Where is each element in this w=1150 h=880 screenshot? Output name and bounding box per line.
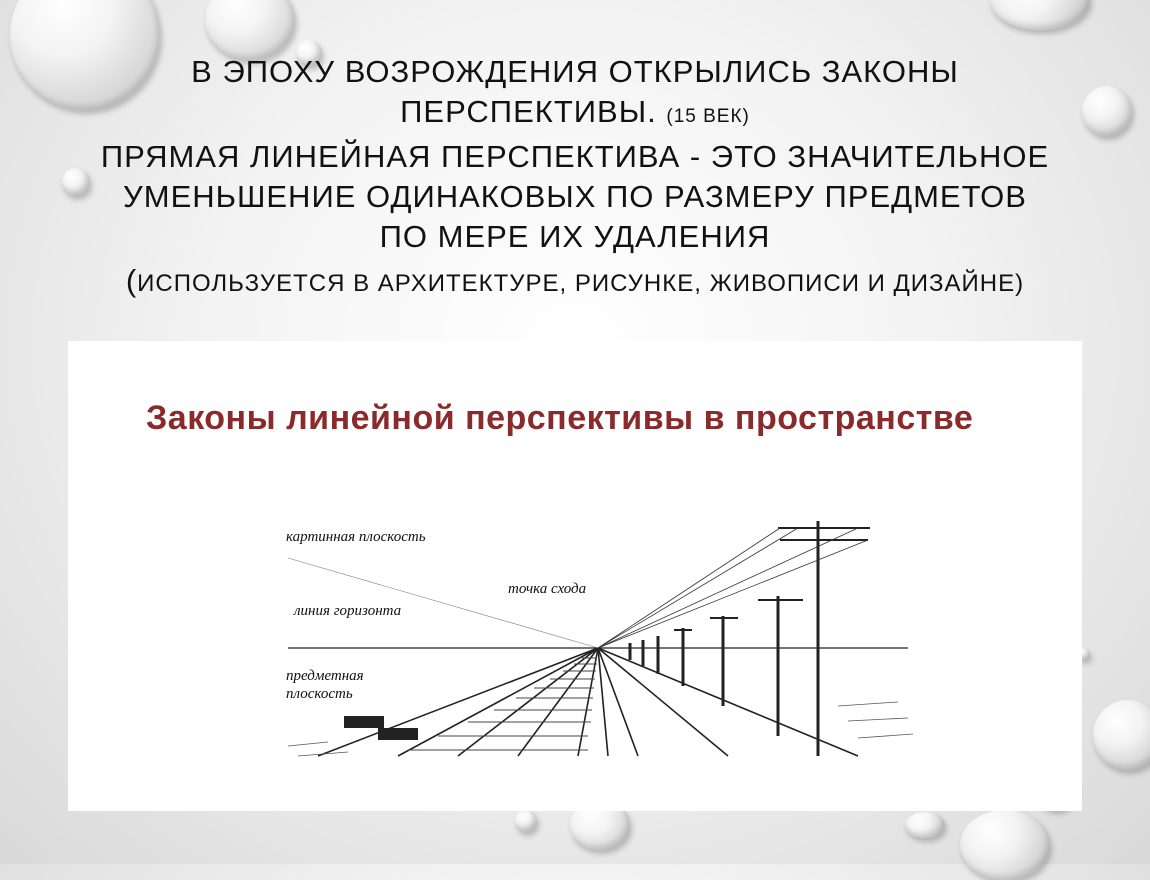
water-drop-decoration [205, 0, 295, 60]
water-drop-decoration [990, 0, 1090, 30]
water-drop-decoration [1093, 700, 1150, 770]
title-line-5: ПО МЕРЕ ИХ УДАЛЕНИЯ [379, 219, 771, 254]
title-line-3: ПРЯМАЯ ЛИНЕЙНАЯ ПЕРСПЕКТИВА - ЭТО ЗНАЧИТЕЛЬНОЕ [100, 139, 1050, 174]
label-picture-plane: картинная плоскость [286, 529, 426, 545]
water-drop-decoration [905, 812, 945, 838]
usage-note [60, 261, 1090, 304]
perspective-figure [68, 341, 1082, 811]
title-perspective-word: ПЕРСПЕКТИВЫ. [400, 94, 657, 129]
title-line-4: УМЕНЬШЕНИЕ ОДИНАКОВЫХ ПО РАЗМЕРУ ПРЕДМЕТОВ [123, 179, 1027, 214]
slide-title [60, 52, 1090, 304]
railway-perspective-drawing [258, 506, 918, 776]
note-text: ИСПОЛЬЗУЕТСЯ В АРХИТЕКТУРЕ, РИСУНКЕ, ЖИВОПИСИ И ДИЗАЙНЕ [137, 270, 1016, 297]
title-line-2 [60, 92, 1090, 137]
figure-title: Законы линейной перспективы в пространстве [146, 399, 974, 437]
title-line-1: В ЭПОХУ ВОЗРОЖДЕНИЯ ОТКРЫЛИСЬ ЗАКОНЫ [191, 54, 959, 89]
label-horizon: линия горизонта [294, 603, 402, 619]
water-drop-decoration [515, 810, 537, 832]
title-century: (15 ВЕК) [666, 106, 750, 127]
water-drop-decoration [960, 810, 1050, 880]
label-ground-plane: предметная плоскость [286, 668, 364, 702]
label-vanishing-point: точка схода [508, 581, 587, 597]
note-close-paren: ) [1015, 270, 1025, 297]
note-open-paren: ( [125, 263, 138, 298]
